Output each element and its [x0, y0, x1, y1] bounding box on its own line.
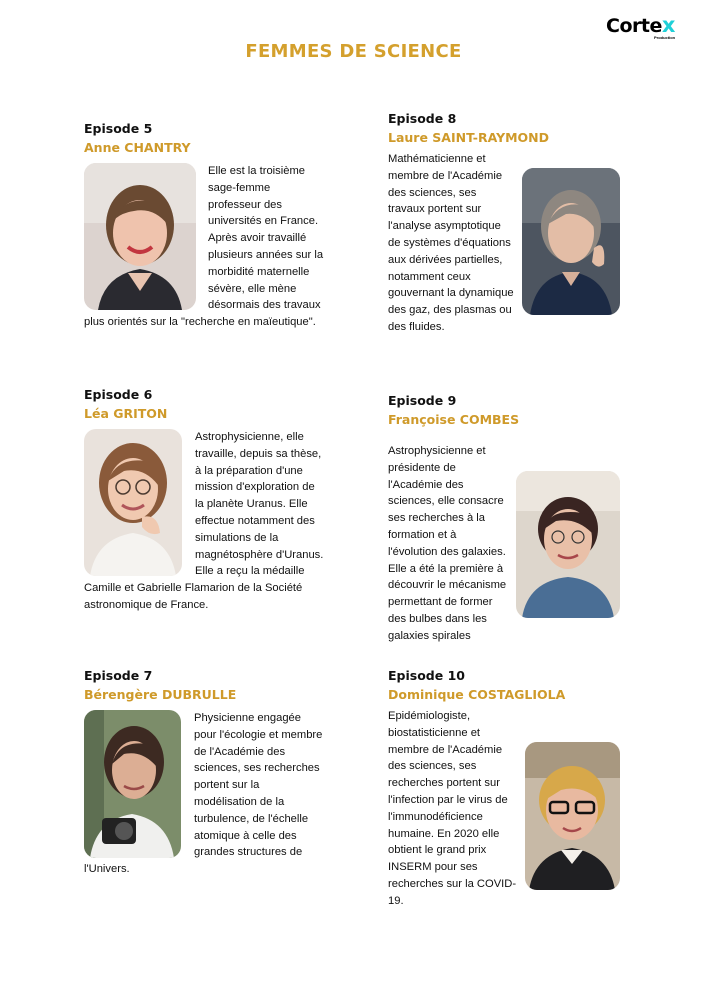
cortex-logo	[606, 14, 686, 44]
portrait-photo	[516, 471, 620, 618]
episode-10-block	[388, 668, 628, 910]
episode-9-block	[388, 393, 628, 645]
episode-description: Astrophysicienne et présidente de l'Académie des sciences, elle consacre ses recherches à la formation et à l'évolution des galaxies. Elle a été la première à découvrir le mécanisme permettant de former des bulbes dans les galaxies spirales	[388, 443, 628, 645]
logo-x: x	[661, 13, 675, 37]
episode-number: Episode 7	[84, 668, 153, 683]
episode-name: Laure SAINT-RAYMOND	[388, 130, 550, 145]
episode-description: Mathématicienne et membre de l'Académie des sciences, ses travaux portent sur l'analyse asymptotique de systèmes d'équations aux dérivées partielles, notamment ceux gouvernant la dynamique des gaz, des plasmas ou des fluides.	[388, 151, 628, 336]
portrait-photo	[522, 168, 620, 315]
page-title: FEMMES DE SCIENCE	[245, 41, 462, 62]
episode-description: Epidémiologiste, biostatisticienne et membre de l'Académie des sciences, ses recherches portent sur l'infection par le virus de l'immunodéficience humaine. En 2020 elle obtient le grand prix INSERM pour ses recherches sur la COVID-19.	[388, 708, 628, 910]
episode-description: Astrophysicienne, elle travaille, depuis sa thèse, à la préparation d'une mission d'exploration de la planète Uranus. Elle effectue notamment des simulations de la magnétosphère d'Uranus. Elle a reçu la médaille Camille et Gabrielle Flamarion de la Société astronomique de France.	[84, 431, 324, 611]
portrait-photo	[525, 742, 620, 890]
portrait-photo	[84, 163, 196, 310]
episode-number: Episode 8	[388, 111, 457, 126]
episode-name: Léa GRITON	[84, 406, 168, 421]
logo-subtitle: Production	[654, 35, 676, 40]
episode-number: Episode 5	[84, 121, 153, 136]
episode-name: Bérengère DUBRULLE	[84, 687, 237, 702]
episode-name: Françoise COMBES	[388, 412, 520, 427]
episode-name: Anne CHANTRY	[84, 140, 191, 155]
portrait-photo	[84, 429, 182, 576]
episode-8-block	[388, 111, 628, 336]
episode-number: Episode 6	[84, 387, 153, 402]
episode-name: Dominique COSTAGLIOLA	[388, 687, 566, 702]
episode-6-block	[84, 387, 324, 614]
episode-number: Episode 10	[388, 668, 465, 683]
episode-5-block	[84, 121, 324, 331]
episode-description: Elle est la troisième sage-femme professeur des universités en France. Après avoir travaillé plusieurs années sur la morbidité maternelle sévère, elle mène désormais des travaux plus orientés sur la "recherche en maïeutique".	[84, 165, 324, 329]
episode-7-block	[84, 668, 324, 878]
portrait-photo	[84, 710, 181, 858]
episode-description: Physicienne engagée pour l'écologie et membre de l'Académie des sciences, ses recherches portent sur la modélisation de la turbulence, de l'échelle atomique à celle des grandes structures de l'Univers.	[84, 712, 323, 876]
logo-word: Cortex	[606, 13, 675, 37]
episode-number: Episode 9	[388, 393, 457, 408]
